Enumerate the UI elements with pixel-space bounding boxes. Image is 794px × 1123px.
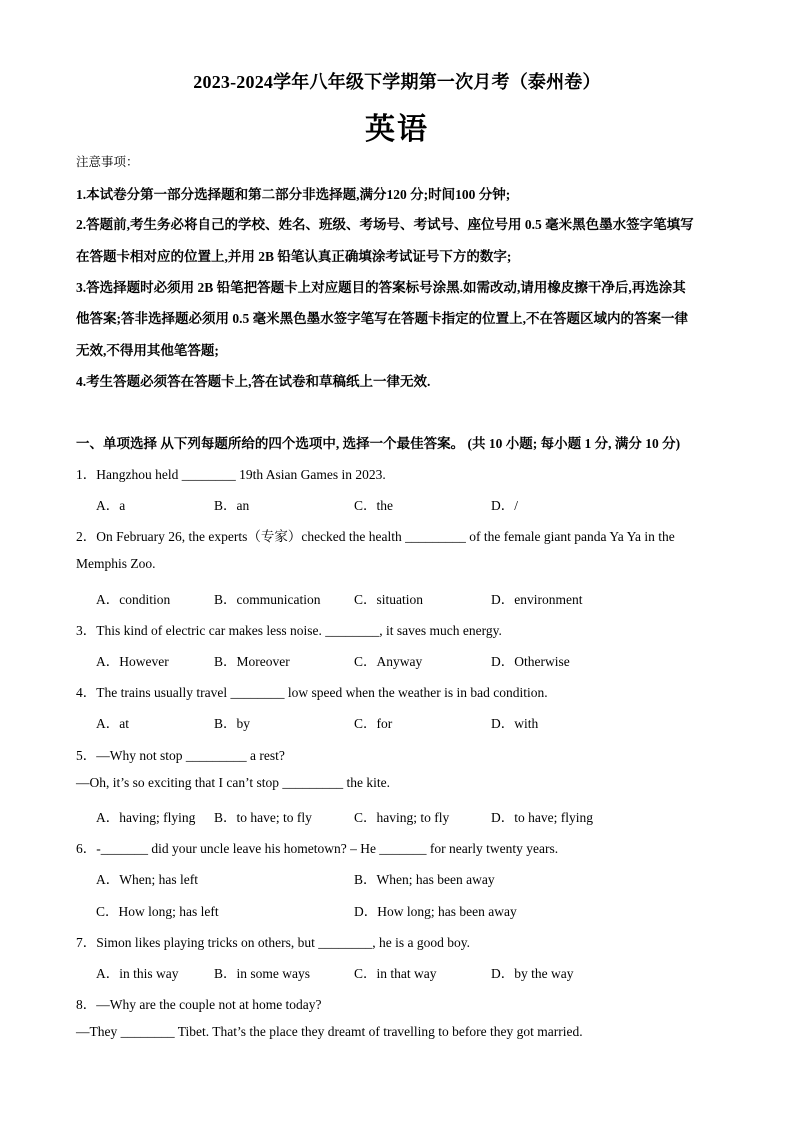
option-b: B．by bbox=[214, 716, 251, 731]
option-a: A．When; has left bbox=[96, 872, 198, 887]
section-heading: 一、单项选择 从下列每题所给的四个选项中, 选择一个最佳答案。 (共 10 小题; 每小题 1 分, 满分 10 分) bbox=[76, 436, 681, 451]
option-b: B．to have; to fly bbox=[214, 810, 312, 825]
option-b: B．in some ways bbox=[214, 966, 310, 981]
option-c: C．How long; has left bbox=[96, 904, 219, 919]
option-c: C．situation bbox=[354, 592, 424, 607]
option-a: A．condition bbox=[96, 592, 171, 607]
option-d: D．by the way bbox=[491, 966, 574, 981]
option-c: C．for bbox=[354, 716, 393, 731]
question-stem: 1．Hangzhou held ________ 19th Asian Games in 2023. bbox=[76, 467, 386, 482]
notes-heading: 注意事项： bbox=[76, 155, 139, 169]
notes-line: 在答题卡相对应的位置上,并用 2B 铅笔认真正确填涂考试证号下方的数字; bbox=[76, 249, 512, 264]
question-stem: Memphis Zoo. bbox=[76, 556, 156, 571]
question-stem: 2．On February 26, the experts（专家）checked the health _________ of the female giant panda Ya Ya in the bbox=[76, 529, 675, 544]
question-stem: 6．-_______ did your uncle leave his hometown? – He _______ for nearly twenty years. bbox=[76, 841, 559, 856]
notes-line: 2.答题前,考生务必将自己的学校、姓名、班级、考场号、考试号、座位号用 0.5 毫米黑色墨水签字笔填写 bbox=[76, 217, 694, 232]
question-stem: 7．Simon likes playing tricks on others, but ________, he is a good boy. bbox=[76, 935, 470, 950]
notes-line: 他答案;答非选择题必须用 0.5 毫米黑色墨水签字笔写在答题卡指定的位置上,不在答题区域内的答案一律 bbox=[76, 311, 688, 326]
option-a: A．However bbox=[96, 654, 169, 669]
question-stem: 8．—Why are the couple not at home today? bbox=[76, 997, 322, 1012]
option-a: A．having; flying bbox=[96, 810, 196, 825]
option-c: C．having; to fly bbox=[354, 810, 450, 825]
option-a: A．in this way bbox=[96, 966, 179, 981]
option-b: B．When; has been away bbox=[354, 872, 495, 887]
subject-title: 英语 bbox=[365, 113, 429, 146]
option-b: B．an bbox=[214, 498, 250, 513]
option-a: A．a bbox=[96, 498, 126, 513]
option-a: A．at bbox=[96, 716, 129, 731]
question-stem: —Oh, it’s so exciting that I can’t stop _________ the kite. bbox=[76, 775, 390, 790]
question-stem: 4．The trains usually travel ________ low speed when the weather is in bad condition. bbox=[76, 685, 548, 700]
option-c: C．Anyway bbox=[354, 654, 423, 669]
option-c: C．in that way bbox=[354, 966, 437, 981]
option-d: D．with bbox=[491, 716, 539, 731]
notes-line: 无效,不得用其他笔答题; bbox=[76, 343, 219, 358]
option-d: D．/ bbox=[491, 498, 518, 513]
question-stem: —They ________ Tibet. That’s the place they dreamt of travelling to before they got married. bbox=[76, 1024, 583, 1039]
option-d: D．to have; flying bbox=[491, 810, 593, 825]
notes-line: 3.答选择题时必须用 2B 铅笔把答题卡上对应题目的答案标号涂黑.如需改动,请用橡皮擦干净后,再选涂其 bbox=[76, 280, 686, 295]
option-d: D．How long; has been away bbox=[354, 904, 517, 919]
notes-line: 1.本试卷分第一部分选择题和第二部分非选择题,满分120 分;时间100 分钟; bbox=[76, 187, 511, 202]
question-stem: 3．This kind of electric car makes less noise. ________, it saves much energy. bbox=[76, 623, 502, 638]
option-d: D．Otherwise bbox=[491, 654, 570, 669]
option-b: B．Moreover bbox=[214, 654, 290, 669]
exam-title: 2023-2024学年八年级下学期第一次月考（泰州卷） bbox=[193, 72, 601, 92]
question-stem: 5．—Why not stop _________ a rest? bbox=[76, 748, 285, 763]
notes-line: 4.考生答题必须答在答题卡上,答在试卷和草稿纸上一律无效. bbox=[76, 374, 431, 389]
option-c: C．the bbox=[354, 498, 393, 513]
option-d: D．environment bbox=[491, 592, 583, 607]
option-b: B．communication bbox=[214, 592, 321, 607]
